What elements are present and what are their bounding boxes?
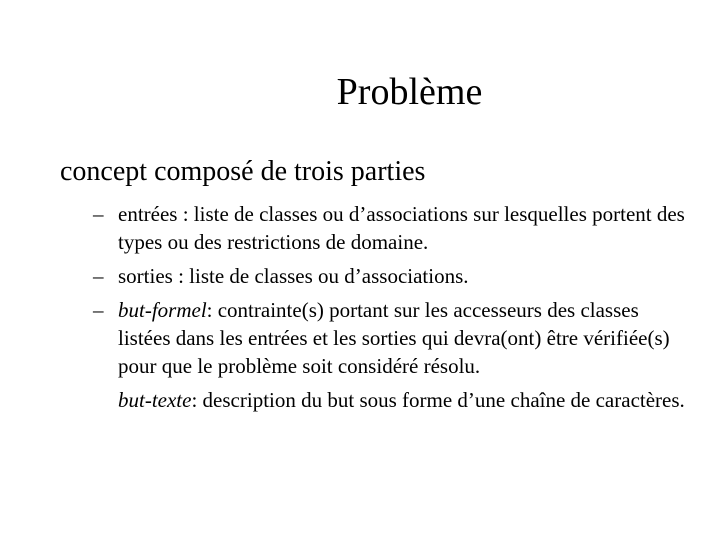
slide-title: Problème: [336, 71, 483, 113]
bullet-list: [93, 200, 693, 420]
bullet-item-sorties: [93, 262, 693, 290]
bullet-item-entrees: [93, 200, 693, 256]
dash-marker: –: [93, 202, 104, 226]
bullet-term: but-texte: [118, 388, 192, 412]
bullet-item-but-texte: [93, 386, 693, 414]
dash-marker: –: [93, 264, 104, 288]
bullet-item-but-formel: [93, 296, 693, 380]
bullet-text: : contrainte(s) portant sur les accesseurs des classes listées dans les entrées et les sorties qui devra(ont) être vérifiée(s) pour que le problème soit considéré résolu.: [118, 298, 670, 378]
bullet-term: but-formel: [118, 298, 207, 322]
dash-marker: –: [93, 298, 104, 322]
intro-line: concept composé de trois parties: [60, 156, 426, 187]
bullet-text: : description du but sous forme d’une chaîne de caractères.: [191, 388, 685, 412]
bullet-text: sorties : liste de classes ou d’associations.: [118, 264, 469, 288]
bullet-text: entrées : liste de classes ou d’associations sur lesquelles portent des types ou des restrictions de domaine.: [118, 202, 685, 254]
